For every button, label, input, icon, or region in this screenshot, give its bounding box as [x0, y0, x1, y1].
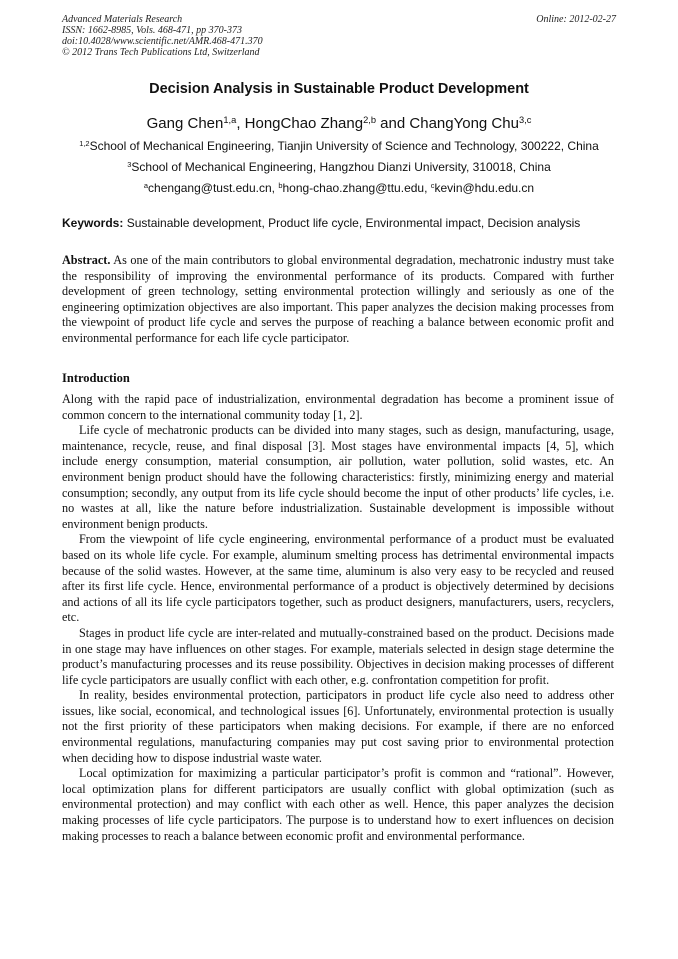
keywords [62, 216, 618, 230]
author-list [0, 115, 678, 132]
paragraph: Life cycle of mechatronic products can be divided into many stages, such as design, manufacturing, usage, maintenance, recycle, reuse, and final disposal [3]. Most stages have environmental impacts [4, 5], which include energy consumption, material consumption, air pollution, water pollution, solid wastes, etc. An environment benign product should have the following characteristics: firstly, minimizing energy and material consumption; secondly, any output from its life cycle should become the input of other products’ life cycles, i.e. no wastes at all, like the nature before industrialization. Sustainable development is impossible without environment benign products. [62, 423, 614, 531]
affiliation-sup: 3 [127, 159, 132, 169]
introduction-body [62, 392, 614, 844]
keywords-label: Keywords: [62, 216, 124, 230]
email-separator: , [271, 181, 279, 195]
abstract-label: Abstract. [62, 253, 111, 267]
issn-line: ISSN: 1662-8985, Vols. 468-471, pp 370-373 [62, 25, 242, 36]
author-sup: 1,a [223, 114, 237, 125]
online-date: Online: 2012-02-27 [536, 14, 616, 25]
affiliation-text: School of Mechanical Engineering, Tianjin University of Science and Technology, 300222, China [89, 139, 599, 153]
email-link[interactable]: kevin@hdu.edu.cn [434, 181, 535, 195]
paragraph: Local optimization for maximizing a particular participator’s profit is common and “rational”. However, local optimization plans for different participators are usually conflict with global optimization (such as environmental protection) and may conflict with each other as well. Hence, this paper analyzes the decision making processes of life cycle participators. The purpose is to understand how to exert influences on decision making processes to reach a balance between economic profit and environmental performance. [62, 766, 614, 843]
paragraph: In reality, besides environmental protection, participators in product life cycle also need to address other issues, like social, economical, and technological issues [6]. Unfortunately, environmental protection is usually not the first priority of these participators when making decisions. For example, if there are no enforced environmental regulations, manufacturing companies may put cost saving prior to environmental protection when deciding how to dispose industrial waste water. [62, 688, 614, 765]
affiliation-text: School of Mechanical Engineering, Hangzhou Dianzi University, 310018, China [131, 160, 551, 174]
email-link[interactable]: hong-chao.zhang@ttu.edu [282, 181, 425, 195]
author: ChangYong Chu [409, 115, 519, 132]
author: HongChao Zhang [244, 115, 364, 132]
affiliation-1 [0, 139, 678, 153]
author-separator: and [376, 115, 410, 132]
author-sup: 3,c [518, 114, 532, 125]
keywords-text: Sustainable development, Product life cycle, Environmental impact, Decision analysis [126, 216, 581, 230]
email-line [0, 181, 678, 195]
affiliation-2 [0, 160, 678, 174]
email-sup: a [143, 180, 149, 190]
abstract [62, 253, 614, 347]
author: Gang Chen [146, 115, 224, 132]
paragraph: From the viewpoint of life cycle engineering, environmental performance of a product must be evaluated based on its whole life cycle. For example, aluminum smelting process has detrimental environmental impacts because of the solid wastes. However, at the same time, aluminum is also very easy to be recycled and reused after its first life cycle. Hence, environmental performance of a product is objectively determined by decisions and actions of all its life cycle participators together, such as product designers, manufacturers, users, recyclers, etc. [62, 532, 614, 625]
abstract-text: As one of the main contributors to global environmental degradation, mechatronic industry must take the responsibility of improving the environmental performance of its products. Compared with further development of green technology, setting environmental protection willingly and seriously as one of the engineering optimization objectives are also important. This paper analyzes the decision making processes from the viewpoint of product life cycle and serves the purpose of reaching a balance between economic profit and environmental performance for each life cycle participator. [62, 253, 615, 345]
journal-header [62, 14, 616, 58]
email-separator: , [424, 181, 431, 195]
section-heading-introduction: Introduction [62, 371, 130, 385]
email-link[interactable]: chengang@tust.edu.cn [148, 181, 272, 195]
email-sup: b [278, 180, 283, 190]
affiliation-sup: 1,2 [79, 138, 90, 148]
paper-title: Decision Analysis in Sustainable Product Development [149, 81, 529, 97]
author-sup: 2,b [363, 114, 377, 125]
doi-line: doi:10.4028/www.scientific.net/AMR.468-471.370 [62, 36, 263, 47]
journal-name: Advanced Materials Research [62, 14, 183, 25]
author-separator: , [236, 115, 245, 132]
email-sup: c [430, 180, 435, 190]
paragraph: Along with the rapid pace of industrialization, environmental degradation has become a prominent issue of common concern to the international community today [1, 2]. [62, 392, 614, 422]
paragraph: Stages in product life cycle are inter-related and mutually-constrained based on the product. Decisions made in one stage may have influences on other stages. For example, materials selected in design stage determine the product’s manufacturing processes and its reuse possibility. Objectives in decision making processes of different life cycle participators are usually conflict with each other, e.g. confrontation competition for profit. [62, 625, 614, 687]
copyright-line: © 2012 Trans Tech Publications Ltd, Switzerland [62, 47, 260, 58]
